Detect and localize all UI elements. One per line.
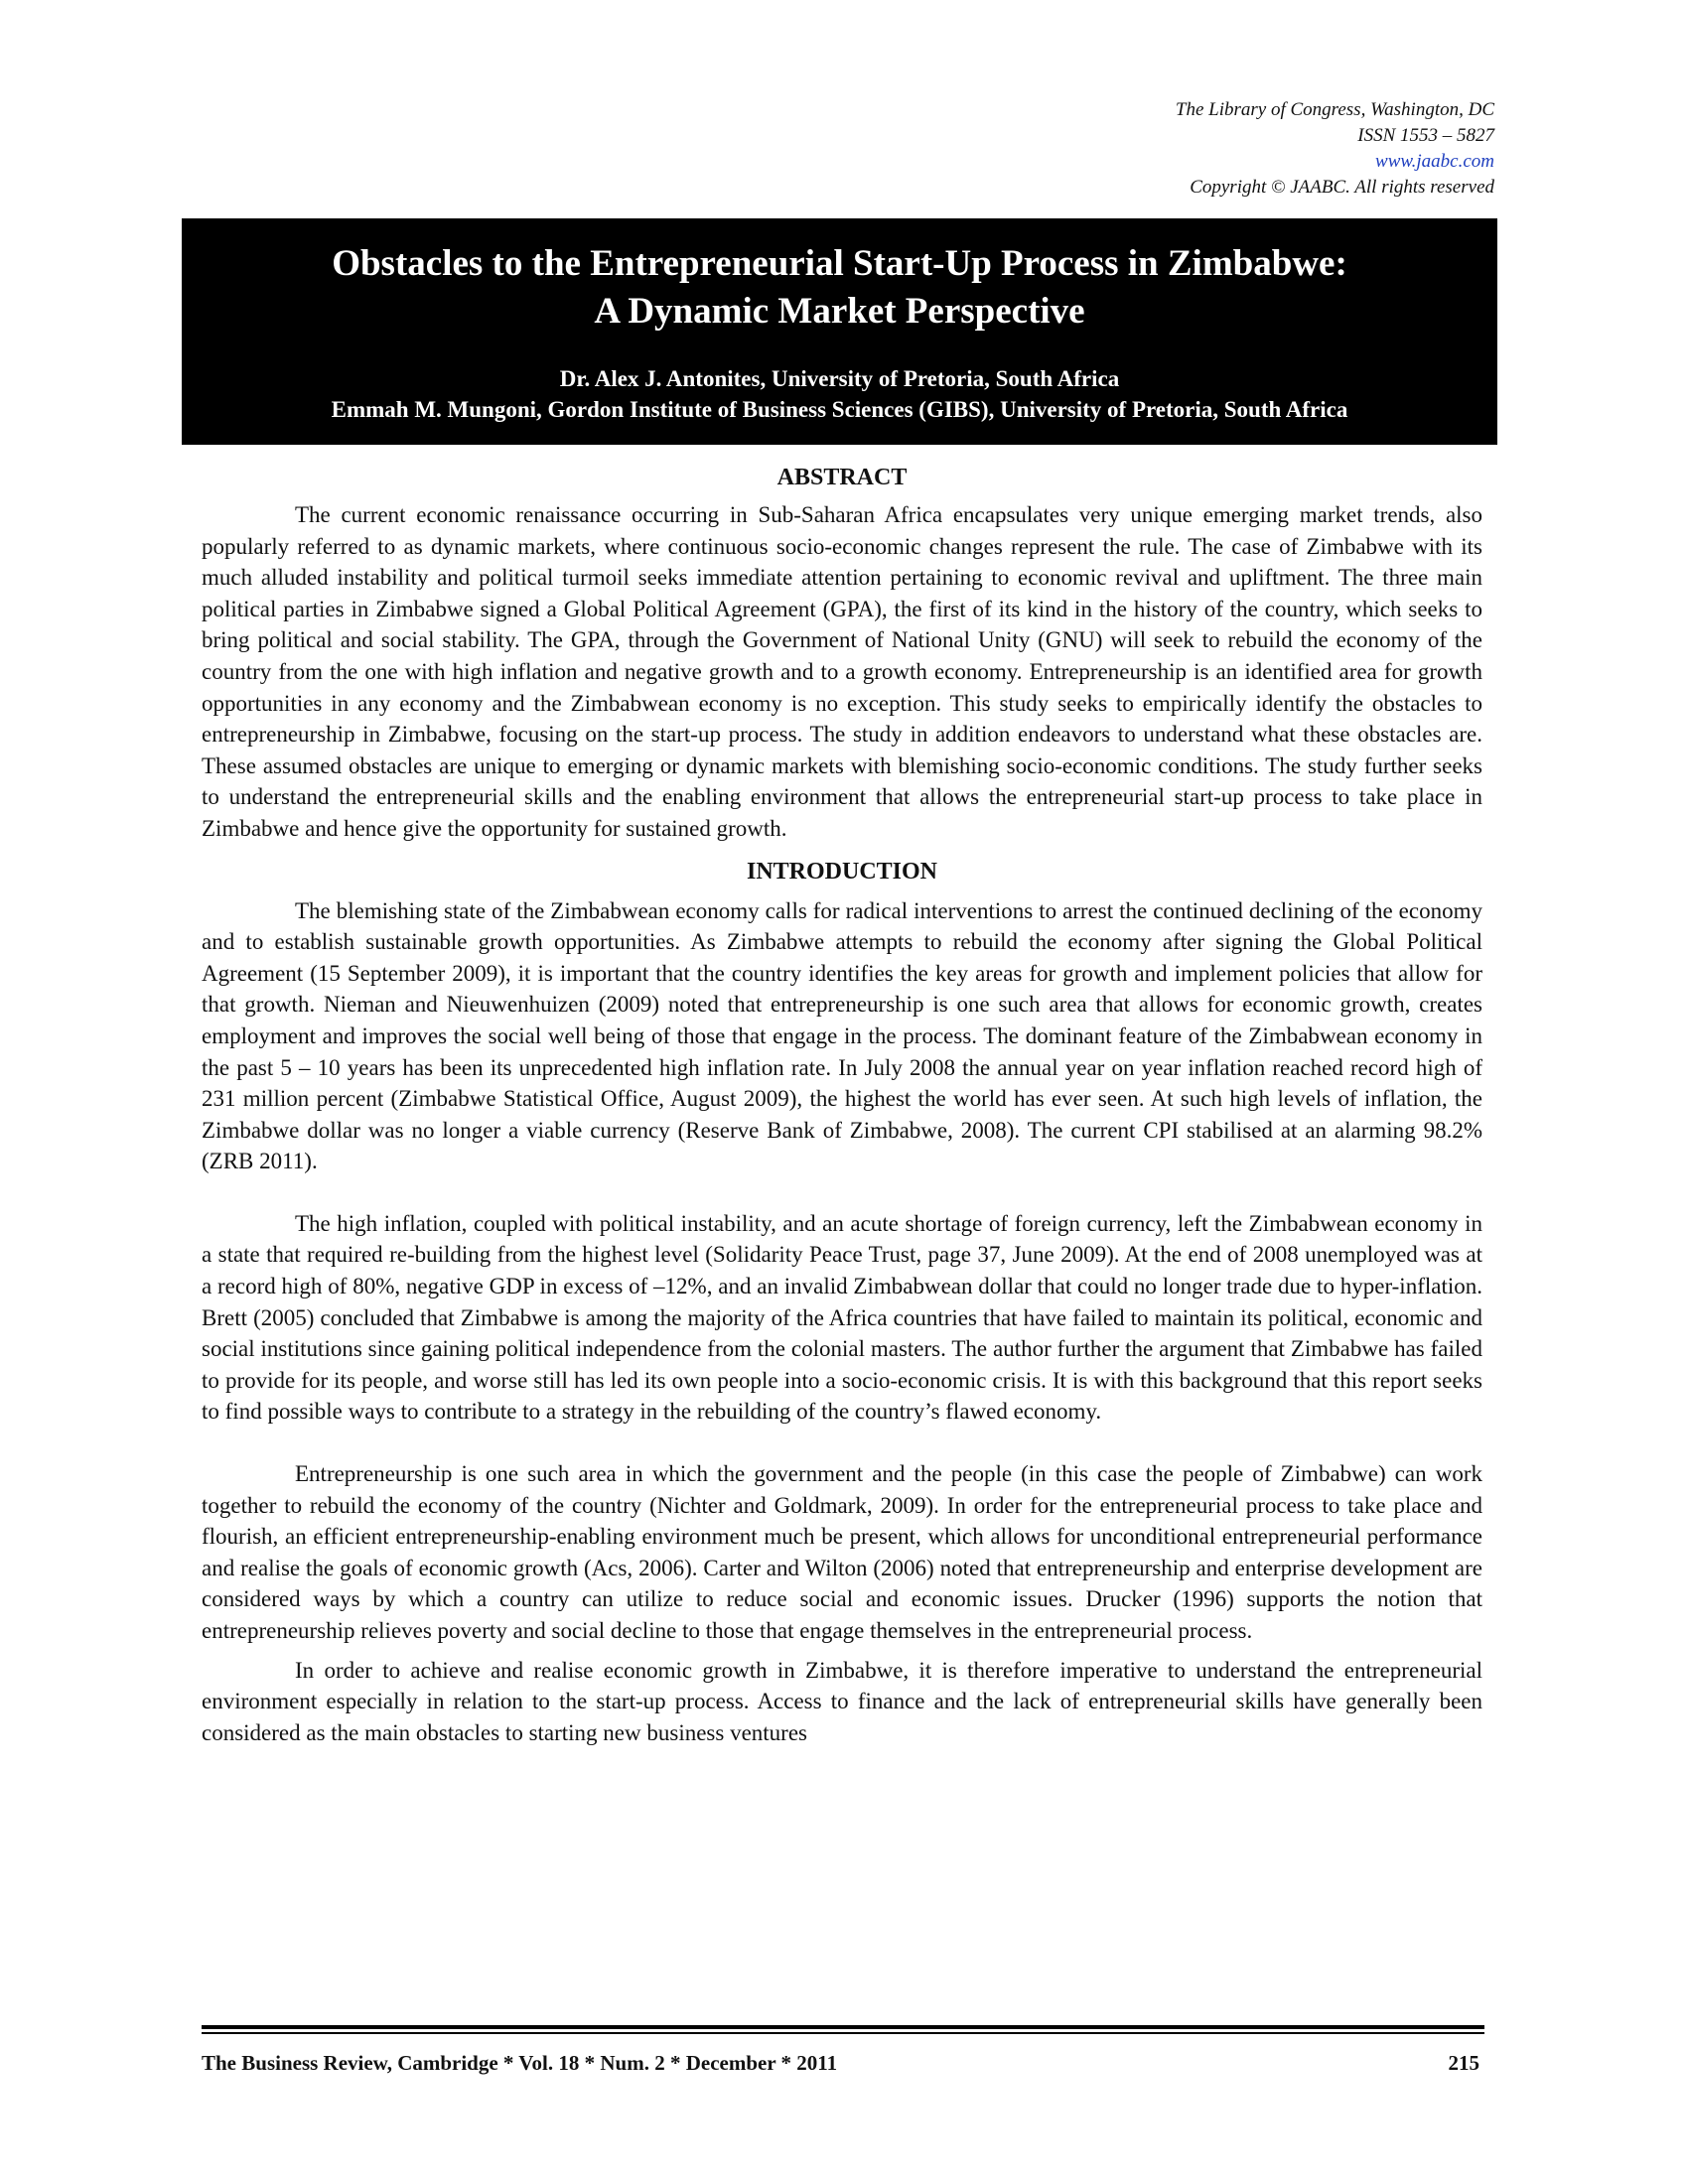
paper-title-line1: Obstacles to the Entrepreneurial Start-Up Process in Zimbabwe: — [332, 243, 1347, 284]
author-line-2: Emmah M. Mungoni, Gordon Institute of Business Sciences (GIBS), University of Pretoria, South Africa — [331, 397, 1348, 422]
intro-paragraph-3: Entrepreneurship is one such area in which the government and the people (in this case the people of Zimbabwe) can work together to rebuild the economy of the country (Nichter and Goldmark, 2009). In order for the entrepreneurial process to take place and flourish, an efficient entrepreneurship-enabling environment much be present, which allows for unconditional entrepreneurial performance and realise the goals of economic growth (Acs, 2006). Carter and Wilton (2006) noted that entrepreneurship and enterprise development are considered ways by which a country can utilize to reduce social and economic issues. Drucker (1996) supports the notion that entrepreneurship relieves poverty and social decline to those that engage themselves in the entrepreneurial process. — [202, 1461, 1482, 1643]
copyright-line: Copyright © JAABC. All rights reserved — [1190, 177, 1494, 198]
abstract-heading: ABSTRACT — [776, 465, 908, 490]
abstract-text: The current economic renaissance occurring in Sub-Saharan Africa encapsulates very unique emerging market trends, also popularly referred to as dynamic markets, where continuous socio-economic changes represent the rule. The case of Zimbabwe with its much alluded instability and political turmoil seeks immediate attention pertaining to economic revival and upliftment. The three main political parties in Zimbabwe signed a Global Political Agreement (GPA), the first of its kind in the history of the country, which seeks to bring political and social stability. The GPA, through the Government of National Unity (GNU) will seek to rebuild the economy of the country from the one with high inflation and negative growth and to a growth economy. Entrepreneurship is an identified area for growth opportunities in any economy and the Zimbabwean economy is no exception. This study seeks to empirically identify the obstacles to entrepreneurship in Zimbabwe, focusing on the start-up process. The study in addition endeavors to understand what these obstacles are. These assumed obstacles are unique to emerging or dynamic markets with blemishing socio-economic conditions. The study further seeks to understand the entrepreneurial skills and the enabling environment that allows the entrepreneurial start-up process to take place in Zimbabwe and hence give the opportunity for sustained growth. — [202, 502, 1482, 841]
issn-line: ISSN 1553 – 5827 — [1357, 125, 1494, 146]
library-line: The Library of Congress, Washington, DC — [1175, 99, 1494, 120]
page-number: 215 — [1448, 2051, 1479, 2075]
footer-rule-thick — [202, 2025, 1484, 2029]
paper-title-line2: A Dynamic Market Perspective — [594, 291, 1085, 332]
article-body — [202, 463, 1482, 1748]
journal-header-meta — [899, 97, 1494, 201]
footer-journal-citation: The Business Review, Cambridge * Vol. 18 * Num. 2 * December * 2011 — [202, 2051, 838, 2075]
footer-rule-thin — [202, 2032, 1484, 2034]
intro-paragraph-1: The blemishing state of the Zimbabwean economy calls for radical interventions to arrest the continued declining of the economy and to establish sustainable growth opportunities. As Zimbabwe attempts to rebuild the economy after signing the Global Political Agreement (15 September 2009), it is important that the country identifies the key areas for growth and implement policies that allow for that growth. Nieman and Nieuwenhuizen (2009) noted that entrepreneurship is one such area that allows for economic growth, creates employment and improves the social well being of those that engage in the process. The dominant feature of the Zimbabwean economy in the past 5 – 10 years has been its unprecedented high inflation rate. In July 2008 the annual year on year inflation reached record high of 231 million percent (Zimbabwe Statistical Office, August 2009), the highest the world has ever seen. At such high levels of inflation, the Zimbabwe dollar was no longer a viable currency (Reserve Bank of Zimbabwe, 2008). The current CPI stabilised at an alarming 98.2% (ZRB 2011). — [202, 897, 1482, 1174]
title-banner — [182, 218, 1497, 445]
introduction-heading: INTRODUCTION — [746, 858, 938, 885]
author-line-1: Dr. Alex J. Antonites, University of Pretoria, South Africa — [559, 366, 1120, 391]
intro-paragraph-2: The high inflation, coupled with political instability, and an acute shortage of foreign currency, left the Zimbabwean economy in a state that required re-building from the highest level (Solidarity Peace Trust, page 37, June 2009). At the end of 2008 unemployed was at a record high of 80%, negative GDP in excess of –12%, and an invalid Zimbabwean dollar that could no longer trade due to hyper-inflation. Brett (2005) concluded that Zimbabwe is among the majority of the Africa countries that have failed to maintain its political, economic and social institutions since gaining political independence from the colonial masters. The author further the argument that Zimbabwe has failed to provide for its people, and worse still has led its own people into a socio-economic crisis. It is with this background that this report seeks to find possible ways to contribute to a strategy in the rebuilding of the country’s flawed economy. — [202, 1210, 1482, 1425]
intro-paragraph-4: In order to achieve and realise economic growth in Zimbabwe, it is therefore imperative to understand the entrepreneurial environment especially in relation to the start-up process. Access to finance and the lack of entrepreneurial skills have generally been considered as the main obstacles to starting new business ventures — [202, 1657, 1482, 1745]
website-link[interactable]: www.jaabc.com — [1375, 151, 1494, 172]
